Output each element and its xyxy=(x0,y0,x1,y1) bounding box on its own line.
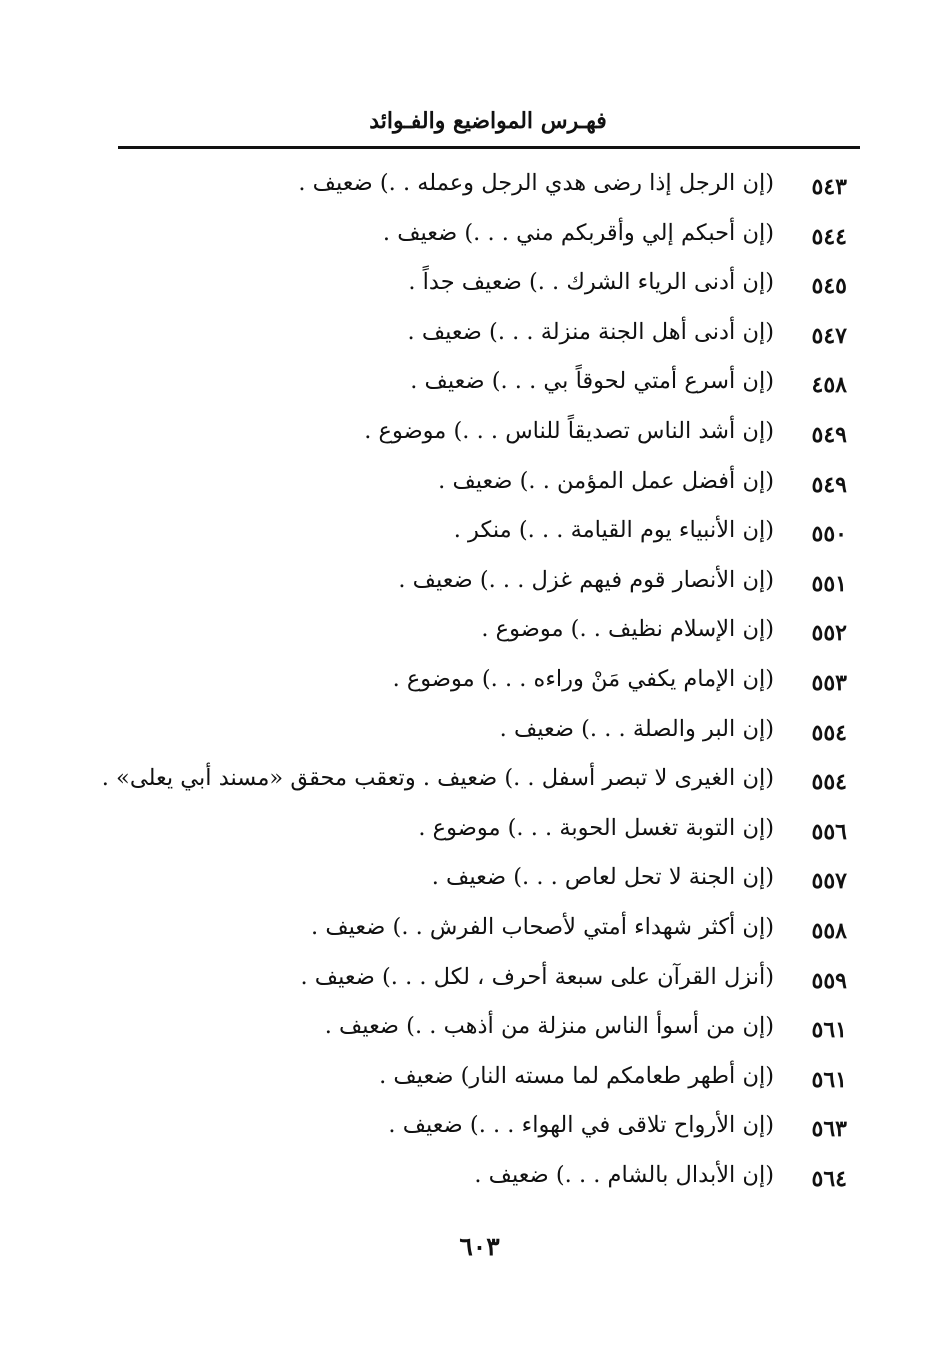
index-entry xyxy=(0,1057,949,1107)
entry-text: (إن الأرواح تلاقى في الهواء . . .) ضعيف . xyxy=(388,1112,774,1139)
entry-text: (إن من أسوأ الناس منزلة من أذهب . .) ضعيف . xyxy=(324,1013,774,1040)
index-entry xyxy=(0,1156,949,1206)
index-entry xyxy=(0,958,949,1008)
entry-page-number: ٥٦١ xyxy=(811,1017,847,1044)
entry-page-number: ٥٥٧ xyxy=(811,868,847,895)
index-entry xyxy=(0,214,949,264)
entry-page-number: ٥٥٣ xyxy=(811,669,847,696)
entry-page-number: ٥٥٢ xyxy=(811,620,847,647)
index-entry xyxy=(0,412,949,462)
index-entry xyxy=(0,759,949,809)
entry-page-number: ٥٤٥ xyxy=(811,273,847,300)
entry-text: (إن الغيرى لا تبصر أسفل . .) ضعيف . وتعقب محقق «مسند أبي يعلى» . xyxy=(101,765,774,792)
entry-text: (إن أحبكم إلي وأقربكم مني . . .) ضعيف . xyxy=(382,219,774,246)
entry-text: (إن أطهر طعامكم لما مسته النار) ضعيف . xyxy=(379,1062,774,1089)
index-entry xyxy=(0,710,949,760)
index-entry-list xyxy=(0,164,949,1205)
entry-text: (إن أكثر شهداء أمتي لأصحاب الفرش . .) ضعيف . xyxy=(311,913,774,940)
index-entry xyxy=(0,313,949,363)
entry-text: (إن أفضل عمل المؤمن . .) ضعيف . xyxy=(438,467,774,494)
entry-text: (إن الجنة لا تحل لعاص . . .) ضعيف . xyxy=(431,864,774,891)
entry-page-number: ٥٥١ xyxy=(811,570,847,597)
entry-page-number: ٥٤٩ xyxy=(811,471,847,498)
page-header-title: فهـرس المواضيع والفـوائد xyxy=(369,108,607,134)
entry-page-number: ٥٥٠ xyxy=(811,521,847,548)
entry-text: (إن البر والصلة . . .) ضعيف . xyxy=(499,715,774,742)
entry-text: (إن الأنبياء يوم القيامة . . .) منكر . xyxy=(453,517,774,544)
index-entry xyxy=(0,164,949,214)
entry-page-number: ٥٤٩ xyxy=(811,421,847,448)
entry-page-number: ٥٥٦ xyxy=(811,818,847,845)
entry-page-number: ٥٤٣ xyxy=(811,174,847,200)
entry-text: (إن الإمام يكفي مَنْ وراءه . . .) موضوع . xyxy=(392,665,774,692)
entry-text: (إن أشد الناس تصديقاً للناس . . .) موضوع . xyxy=(364,417,774,444)
entry-page-number: ٥٤٧ xyxy=(811,322,847,349)
index-entry xyxy=(0,858,949,908)
entry-page-number: ٥٥٨ xyxy=(811,917,847,944)
entry-page-number: ٥٦٤ xyxy=(811,1165,847,1192)
entry-text: (إن أدنى الرياء الشرك . .) ضعيف جداً . xyxy=(408,269,774,296)
entry-text: (أنزل القرآن على سبعة أحرف ، لكل . . .) ضعيف . xyxy=(300,963,774,990)
entry-page-number: ٥٥٤ xyxy=(811,719,847,746)
index-entry xyxy=(0,362,949,412)
page-number: ٦٠٣ xyxy=(459,1232,500,1261)
entry-text: (إن أدنى أهل الجنة منزلة . . .) ضعيف . xyxy=(407,318,774,345)
entry-page-number: ٥٦٣ xyxy=(811,1116,847,1143)
entry-text: (إن الرجل إذا رضى هدي الرجل وعمله . .) ضعيف . xyxy=(298,170,774,196)
entry-text: (إن الإسلام نظيف . .) موضوع . xyxy=(481,616,774,643)
index-entry xyxy=(0,660,949,710)
entry-text: (إن الأنصار قوم فيهم غزل . . .) ضعيف . xyxy=(398,566,774,593)
index-entry xyxy=(0,908,949,958)
index-entry xyxy=(0,511,949,561)
entry-page-number: ٥٤٤ xyxy=(811,223,847,250)
index-entry xyxy=(0,263,949,313)
entry-text: (إن أسرع أمتي لحوقاً بي . . .) ضعيف . xyxy=(410,368,774,395)
index-entry xyxy=(0,1106,949,1156)
header-divider xyxy=(118,146,860,149)
entry-text: (إن الأبدال بالشام . . .) ضعيف . xyxy=(474,1161,774,1188)
entry-page-number: ٥٥٩ xyxy=(811,967,847,994)
index-entry xyxy=(0,809,949,859)
index-entry xyxy=(0,462,949,512)
entry-text: (إن التوبة تغسل الحوبة . . .) موضوع . xyxy=(418,814,774,841)
index-entry xyxy=(0,561,949,611)
index-entry xyxy=(0,610,949,660)
index-entry xyxy=(0,1007,949,1057)
entry-page-number: ٤٥٨ xyxy=(811,372,847,399)
entry-page-number: ٥٥٤ xyxy=(811,769,847,796)
entry-page-number: ٥٦١ xyxy=(811,1066,847,1093)
